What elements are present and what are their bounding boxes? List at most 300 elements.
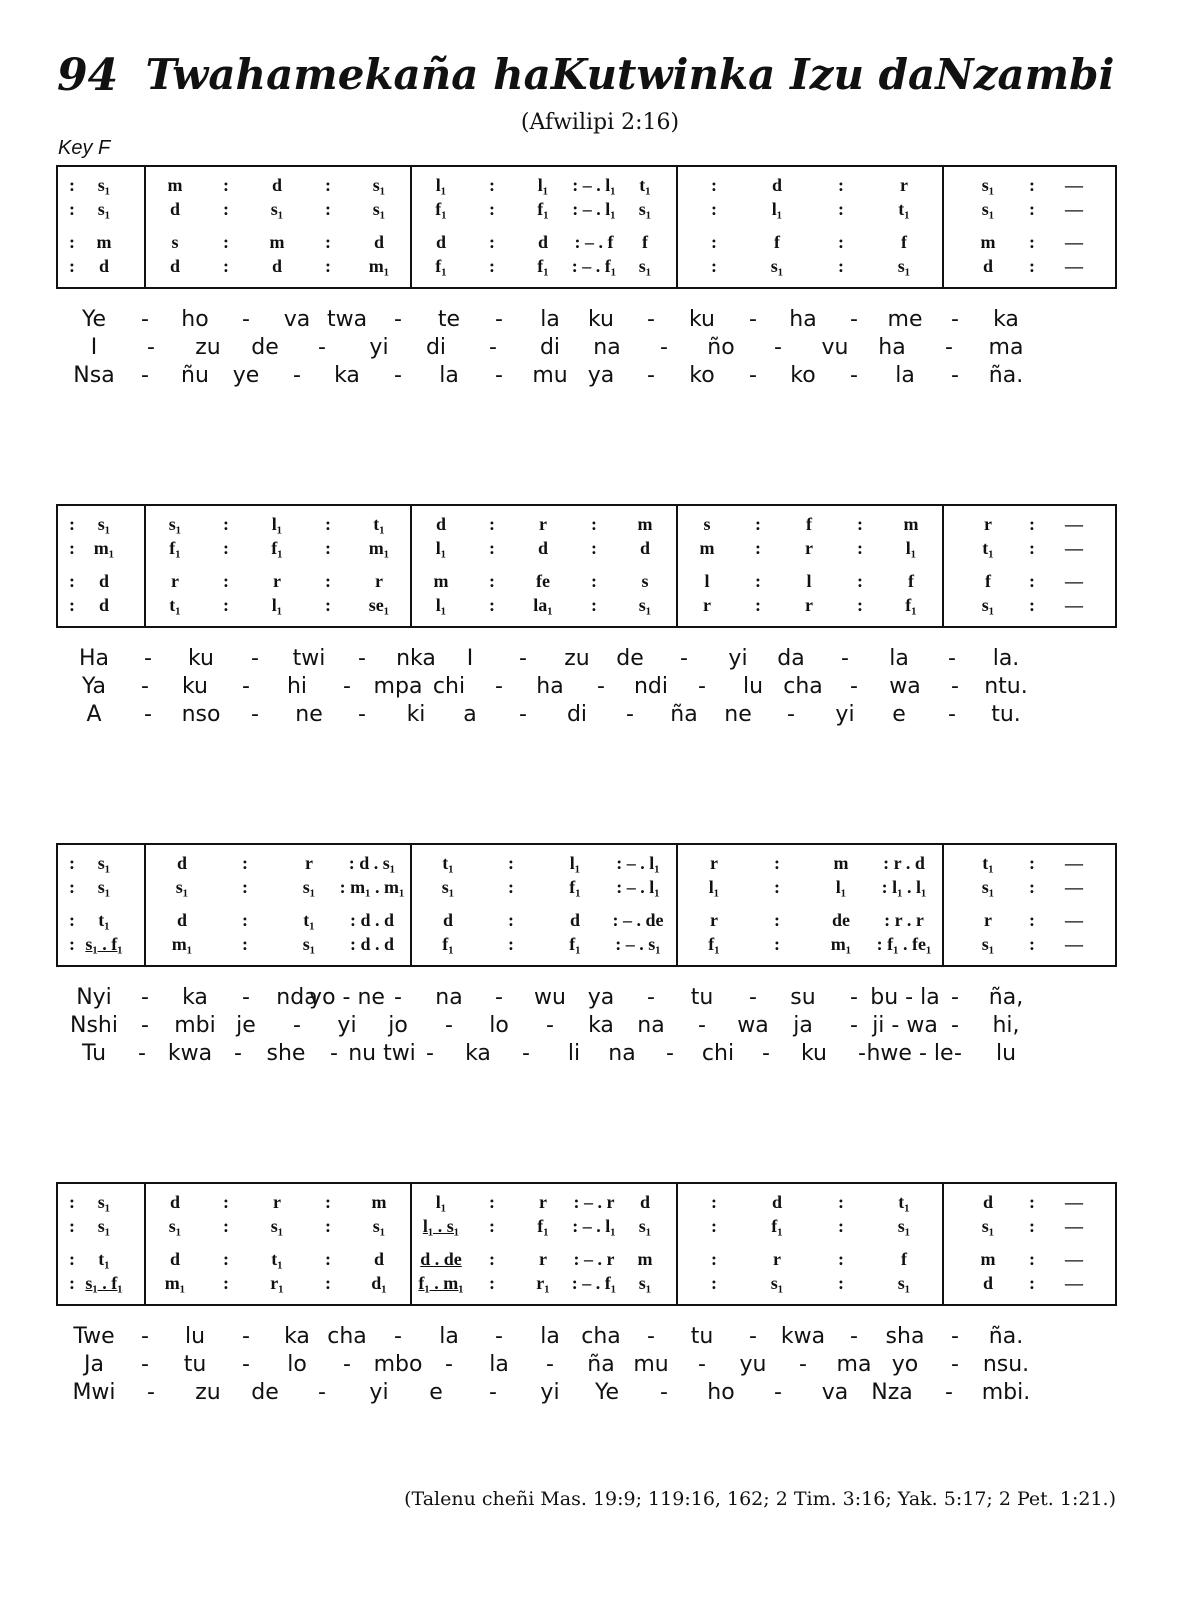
syllable-hyphen: - [519, 702, 527, 727]
voice-row [58, 569, 1115, 593]
lyric-syllable: ku [800, 1041, 828, 1066]
beat-colon: : [242, 910, 248, 930]
beat-colon: : [489, 538, 495, 558]
lyric-syllable: ki [406, 702, 426, 727]
beat-colon: : [1029, 910, 1035, 930]
syllable-hyphen: - [647, 985, 655, 1010]
lyric-syllable: la [540, 1324, 560, 1349]
beat-colon: : [838, 199, 844, 219]
solfa-note: — [1065, 853, 1083, 873]
solfa-note: d [435, 514, 447, 534]
lyric-syllable: yu [739, 1352, 767, 1377]
lyric-syllable: la [489, 1352, 509, 1377]
solfa-note: — [1065, 934, 1083, 954]
lyric-syllable: ma [988, 335, 1024, 360]
lyric-syllable: de [251, 335, 279, 360]
beat-colon: : [325, 232, 331, 252]
syllable-hyphen: - [489, 1380, 497, 1405]
solfa-note: r [900, 175, 908, 195]
syllable-hyphen: - [495, 1324, 503, 1349]
lyric-syllable: tu. [991, 702, 1021, 727]
lyric-syllable: Nza [871, 1380, 913, 1405]
lyric-syllable: ji - wa [872, 1013, 938, 1038]
solfa-note: — [1065, 910, 1083, 930]
beat-colon: : [223, 595, 229, 615]
beat-colon: : [774, 934, 780, 954]
solfa-note: s₁ [981, 934, 995, 954]
solfa-note: s₁ [270, 199, 284, 219]
solfa-note: — [1065, 514, 1083, 534]
syllable-hyphen: - [858, 1041, 866, 1066]
solfa-note: r₁ [536, 1273, 550, 1293]
syllable-hyphen: - [330, 1041, 338, 1066]
beat-colon: : [1029, 877, 1035, 897]
solfa-note: — [1065, 538, 1083, 558]
solfa-note: d [98, 256, 110, 276]
solfa-note: s₁ [97, 877, 111, 897]
syllable-hyphen: - [242, 307, 250, 332]
syllable-hyphen: - [251, 646, 259, 671]
beat-colon: : [223, 232, 229, 252]
solfa-note: d [176, 910, 188, 930]
lyric-syllable: Nyi [76, 985, 112, 1010]
solfa-note: r [984, 514, 992, 534]
lyric-syllable: te [437, 307, 461, 332]
lyric-syllable: Tu [81, 1041, 107, 1066]
syllable-hyphen: - [698, 1013, 706, 1038]
lyric-syllable: cha [327, 1324, 367, 1349]
beat-colon: : [223, 1192, 229, 1212]
voice-row [58, 593, 1115, 617]
solfa-note: f [985, 571, 991, 591]
solfa-note: d [442, 910, 454, 930]
lyric-line [56, 1040, 1117, 1068]
solfa-note: f₁ [435, 199, 447, 219]
beat-colon: : [489, 256, 495, 276]
solfa-note: f [642, 232, 648, 252]
solfa-note: s₁ [981, 877, 995, 897]
solfa-note: d [176, 853, 188, 873]
staff-system-1 [56, 165, 1117, 289]
solfa-note: r [305, 853, 313, 873]
solfa-note: s₁ [97, 175, 111, 195]
lyric-syllable: ña [670, 702, 698, 727]
lyric-syllable: zu [195, 1380, 221, 1405]
syllable-hyphen: - [489, 335, 497, 360]
beat-colon: : – . f₁ [571, 256, 617, 276]
solfa-note: t₁ [898, 199, 910, 219]
lyric-syllable: ño [707, 335, 735, 360]
lyric-syllable: wa [737, 1013, 769, 1038]
voice-row [58, 197, 1115, 221]
lyric-syllable: su [790, 985, 816, 1010]
lyric-syllable: la. [992, 646, 1020, 671]
beat-colon: : [591, 538, 597, 558]
syllable-hyphen: - [495, 985, 503, 1010]
beat-colon: : [223, 1249, 229, 1269]
solfa-note: — [1065, 877, 1083, 897]
syllable-hyphen: - [144, 702, 152, 727]
lyric-syllable: vu [821, 335, 849, 360]
beat-colon: : [69, 877, 75, 897]
solfa-note: s₁ [97, 199, 111, 219]
lyric-syllable: yi [728, 646, 748, 671]
syllable-hyphen: - [546, 1013, 554, 1038]
syllable-hyphen: - [318, 1380, 326, 1405]
beat-colon: : [591, 571, 597, 591]
lyrics-block-1 [56, 306, 1117, 390]
syllable-hyphen: - [666, 1041, 674, 1066]
syllable-hyphen: - [841, 646, 849, 671]
lyric-syllable: ma [836, 1352, 872, 1377]
voice-row [58, 932, 1115, 956]
lyric-syllable: tu [690, 985, 714, 1010]
beat-colon: : [591, 514, 597, 534]
solfa-note: t₁ [98, 910, 110, 930]
beat-colon: : [755, 595, 761, 615]
syllable-hyphen: - [141, 985, 149, 1010]
beat-colon: : [489, 1273, 495, 1293]
lyric-syllable: nu twi [348, 1041, 416, 1066]
lyric-syllable: Ha [78, 646, 110, 671]
syllable-hyphen: - [358, 702, 366, 727]
syllable-hyphen: - [850, 307, 858, 332]
solfa-note: l₁ [537, 175, 549, 195]
lyric-syllable: yo [891, 1352, 919, 1377]
voice-row [58, 173, 1115, 197]
syllable-hyphen: - [522, 1041, 530, 1066]
solfa-note: s₁ [97, 1216, 111, 1236]
syllable-hyphen: - [343, 1352, 351, 1377]
solfa-note: r [805, 538, 813, 558]
solfa-note: r [710, 910, 718, 930]
lyric-syllable: jo [388, 1013, 408, 1038]
lyric-syllable: Ja [84, 1352, 104, 1377]
syllable-hyphen: - [293, 363, 301, 388]
lyric-syllable: ha [536, 674, 564, 699]
lyric-syllable: ka [334, 363, 360, 388]
beat-colon: : [508, 877, 514, 897]
solfa-note: f₁ [271, 538, 283, 558]
beat-colon: : [774, 853, 780, 873]
solfa-note: s₁ [638, 256, 652, 276]
lyric-syllable: ñu [181, 363, 209, 388]
beat-colon: : [489, 1192, 495, 1212]
lyric-syllable: zu [564, 646, 590, 671]
beat-colon: : [223, 175, 229, 195]
solfa-note: s₁ [302, 877, 316, 897]
solfa-note: s₁ [168, 514, 182, 534]
beat-colon: : [69, 1249, 75, 1269]
lyric-syllable: de [616, 646, 644, 671]
beat-colon: : [1029, 853, 1035, 873]
solfa-note: m [433, 571, 449, 591]
syllable-hyphen: - [850, 363, 858, 388]
solfa-note: — [1065, 199, 1083, 219]
beat-colon: : – . l₁ [572, 175, 616, 195]
solfa-note: f₁ [435, 256, 447, 276]
solfa-note: s₁ [372, 175, 386, 195]
lyric-syllable: nso [181, 702, 221, 727]
lyric-line [56, 1351, 1117, 1379]
staff-system-4 [56, 1182, 1117, 1306]
syllable-hyphen: - [762, 1041, 770, 1066]
syllable-hyphen: - [680, 646, 688, 671]
syllable-hyphen: - [749, 363, 757, 388]
lyric-syllable: twi [292, 646, 326, 671]
solfa-note: d [169, 1249, 181, 1269]
solfa-note: d [373, 1249, 385, 1269]
solfa-note: s₁ [897, 1273, 911, 1293]
solfa-note: m [167, 175, 183, 195]
solfa-note: d [537, 232, 549, 252]
beat-colon: : [489, 1216, 495, 1236]
beat-colon: : [591, 595, 597, 615]
beat-colon: : – . l₁ [572, 1216, 616, 1236]
beat-colon: : d . d [349, 934, 395, 954]
lyric-syllable: mu [633, 1352, 669, 1377]
beat-colon: : [325, 1249, 331, 1269]
syllable-hyphen: - [850, 674, 858, 699]
solfa-note: d [639, 1192, 651, 1212]
key-signature: Key F [58, 137, 111, 159]
syllable-hyphen: - [242, 985, 250, 1010]
solfa-note: de [832, 910, 850, 930]
lyric-syllable: lo [489, 1013, 509, 1038]
lyric-syllable: va [283, 307, 311, 332]
solfa-note: s₁ [981, 595, 995, 615]
solfa-note: — [1065, 1192, 1083, 1212]
lyric-syllable: ko [689, 363, 715, 388]
solfa-note: l₁ [435, 1192, 447, 1212]
solfa-note: s₁ [638, 199, 652, 219]
solfa-note: s₁ [638, 1216, 652, 1236]
solfa-note: d [771, 175, 783, 195]
lyric-syllable: Nsa [73, 363, 115, 388]
beat-colon: : [489, 595, 495, 615]
beat-colon: : [489, 514, 495, 534]
solfa-note: m [371, 1192, 387, 1212]
lyric-syllable: wu [534, 985, 566, 1010]
solfa-note: t₁ [982, 538, 994, 558]
lyric-syllable: la [439, 1324, 459, 1349]
voice-row [58, 1190, 1115, 1214]
syllable-hyphen: - [647, 307, 655, 332]
lyric-syllable: chi [432, 674, 466, 699]
solfa-note: l₁ [771, 199, 783, 219]
lyric-line [56, 1379, 1117, 1407]
lyric-syllable: yi [835, 702, 855, 727]
solfa-note: s₁ [638, 595, 652, 615]
solfa-note: f₁ . m₁ [418, 1273, 464, 1293]
lyric-syllable: Ye [81, 307, 107, 332]
lyric-syllable: I [466, 646, 474, 671]
solfa-note: — [1065, 1249, 1083, 1269]
syllable-hyphen: - [141, 1352, 149, 1377]
syllable-hyphen: - [242, 1324, 250, 1349]
lyric-syllable: di [425, 335, 447, 360]
lyric-syllable: kwa [167, 1041, 213, 1066]
beat-colon: : – . l₁ [616, 877, 660, 897]
beat-colon: : [711, 199, 717, 219]
solfa-note: s₁ [97, 514, 111, 534]
solfa-note: f [901, 1249, 907, 1269]
lyric-syllable: ndi [633, 674, 669, 699]
beat-colon: : [1029, 256, 1035, 276]
beat-colon: : [857, 571, 863, 591]
solfa-note: l [806, 571, 812, 591]
beat-colon: : [774, 877, 780, 897]
beat-colon: : [69, 199, 75, 219]
solfa-note: f₁ [169, 538, 181, 558]
beat-colon: : [1029, 1192, 1035, 1212]
lyric-line [56, 984, 1117, 1012]
lyric-syllable: e [892, 702, 906, 727]
solfa-note: t₁ [98, 1249, 110, 1269]
solfa-note: m [903, 514, 919, 534]
lyric-syllable: ya [587, 985, 615, 1010]
beat-colon: : [508, 853, 514, 873]
solfa-note: t₁ [303, 910, 315, 930]
syllable-hyphen: - [774, 1380, 782, 1405]
solfa-note: l₁ . s₁ [422, 1216, 460, 1236]
solfa-note: m [980, 1249, 996, 1269]
lyric-syllable: lu [995, 1041, 1017, 1066]
lyric-syllable: mbi. [981, 1380, 1031, 1405]
solfa-note: r [773, 1249, 781, 1269]
beat-colon: : [1029, 934, 1035, 954]
syllable-hyphen: - [495, 363, 503, 388]
beat-colon: : [1029, 595, 1035, 615]
beat-colon: : [711, 1249, 717, 1269]
syllable-hyphen: - [647, 363, 655, 388]
solfa-note: d [169, 199, 181, 219]
solfa-note: r [539, 514, 547, 534]
solfa-note: s₁ [270, 1216, 284, 1236]
beat-colon: : [489, 571, 495, 591]
solfa-note: f₁ [537, 1216, 549, 1236]
lyric-syllable: nsu. [982, 1352, 1030, 1377]
solfa-note: s [171, 232, 179, 252]
beat-colon: : [838, 1192, 844, 1212]
solfa-note: s [641, 571, 649, 591]
beat-colon: : r . d [883, 853, 925, 873]
beat-colon: : [69, 571, 75, 591]
lyric-syllable: cha [783, 674, 823, 699]
beat-colon: : [223, 256, 229, 276]
voice-row [58, 536, 1115, 560]
syllable-hyphen: - [626, 702, 634, 727]
solfa-note: s₁ [981, 199, 995, 219]
lyric-syllable: tu [690, 1324, 714, 1349]
beat-colon: : [838, 256, 844, 276]
beat-colon: : [69, 538, 75, 558]
syllable-hyphen: - [141, 363, 149, 388]
beat-colon: : [325, 1273, 331, 1293]
solfa-note: r [171, 571, 179, 591]
beat-colon: : [69, 175, 75, 195]
voice-row [58, 230, 1115, 254]
beat-colon: : – . de [612, 910, 664, 930]
staff-system-2 [56, 504, 1117, 628]
lyric-syllable: cha [581, 1324, 621, 1349]
lyric-syllable: ko [790, 363, 816, 388]
solfa-note: l₁ [435, 595, 447, 615]
syllable-hyphen: - [951, 985, 959, 1010]
solfa-note: d [982, 1192, 994, 1212]
voice-row [58, 512, 1115, 536]
lyric-syllable: ña. [988, 1324, 1024, 1349]
lyric-syllable: ha [878, 335, 906, 360]
beat-colon: : [69, 595, 75, 615]
beat-colon: : [711, 1273, 717, 1293]
syllable-hyphen: - [358, 646, 366, 671]
solfa-note: la₁ [533, 595, 553, 615]
lyric-syllable: ka [993, 307, 1019, 332]
voice-row [58, 875, 1115, 899]
beat-colon: : [489, 199, 495, 219]
beat-colon: : [755, 538, 761, 558]
beat-colon: : [325, 571, 331, 591]
solfa-note: t₁ [271, 1249, 283, 1269]
lyric-line [56, 701, 1117, 729]
beat-colon: : – . r [573, 1192, 615, 1212]
solfa-note: s₁ . f₁ [85, 1273, 123, 1293]
syllable-hyphen: - [242, 1352, 250, 1377]
syllable-hyphen: - [293, 1013, 301, 1038]
lyric-syllable: ne [295, 702, 323, 727]
lyric-syllable: ka [588, 1013, 614, 1038]
beat-colon: : [838, 1216, 844, 1236]
beat-colon: : [69, 853, 75, 873]
syllable-hyphen: - [945, 1380, 953, 1405]
lyric-syllable: nda [276, 985, 318, 1010]
lyric-syllable: ku [181, 674, 209, 699]
lyric-syllable: di [566, 702, 588, 727]
lyric-syllable: Ye [594, 1380, 620, 1405]
lyric-syllable: chi [701, 1041, 735, 1066]
syllable-hyphen: - [787, 702, 795, 727]
lyric-syllable: yi [369, 335, 389, 360]
solfa-note: d [169, 256, 181, 276]
solfa-note: s₁ [638, 1273, 652, 1293]
solfa-note: l₁ [835, 877, 847, 897]
syllable-hyphen: - [144, 646, 152, 671]
syllable-hyphen: - [850, 985, 858, 1010]
beat-colon: : [325, 514, 331, 534]
solfa-note: d [169, 1192, 181, 1212]
lyric-syllable: yi [540, 1380, 560, 1405]
lyric-syllable: Twe [73, 1324, 115, 1349]
syllable-hyphen: - [318, 335, 326, 360]
syllable-hyphen: - [138, 1041, 146, 1066]
beat-colon: : [838, 175, 844, 195]
solfa-note: d [435, 232, 447, 252]
syllable-hyphen: - [948, 646, 956, 671]
beat-colon: : [1029, 1216, 1035, 1236]
lyric-syllable: ya [587, 363, 615, 388]
syllable-hyphen: - [774, 335, 782, 360]
beat-colon: : r . r [884, 910, 924, 930]
lyric-syllable: sha [885, 1324, 925, 1349]
lyric-syllable: I [90, 335, 98, 360]
lyric-syllable: ña, [988, 985, 1024, 1010]
solfa-note: t₁ [442, 853, 454, 873]
lyric-syllable: mbo [373, 1352, 423, 1377]
syllable-hyphen: - [394, 1324, 402, 1349]
lyric-syllable: yi [337, 1013, 357, 1038]
beat-colon: : [711, 1216, 717, 1236]
